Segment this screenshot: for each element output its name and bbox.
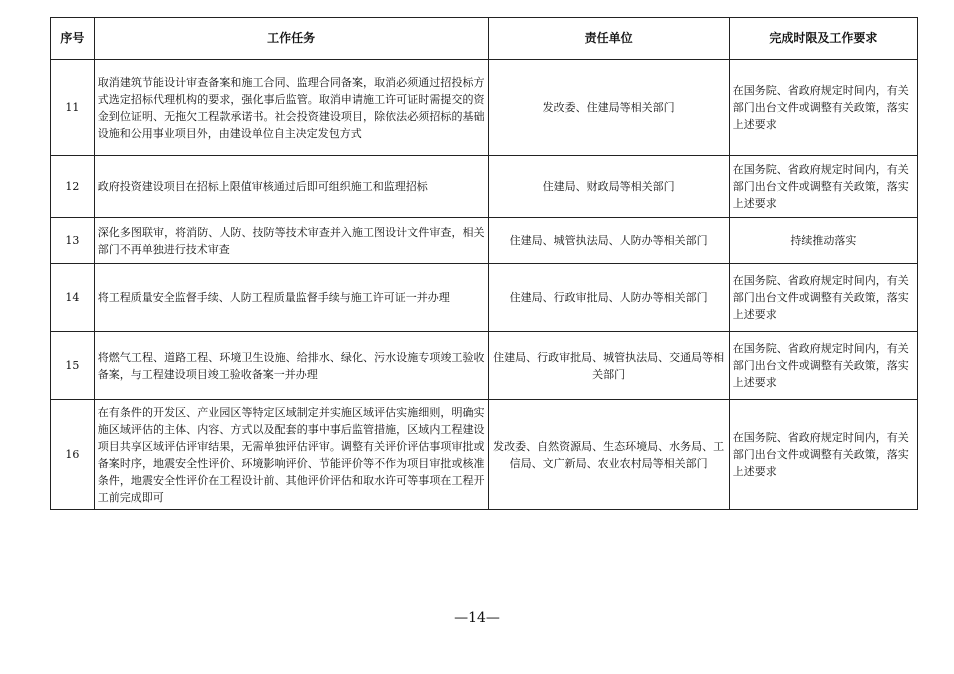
- row-req: 持续推动落实: [729, 218, 917, 264]
- row-task: 深化多图联审，将消防、人防、技防等技术审查并入施工图设计文件审查，相关部门不再单独进行技术审查: [94, 218, 488, 264]
- row-req: 在国务院、省政府规定时间内，有关部门出台文件或调整有关政策，落实上述要求: [729, 400, 917, 510]
- table-row: [51, 60, 918, 156]
- row-num: 11: [51, 60, 95, 156]
- row-num: 12: [51, 156, 95, 218]
- row-task: 在有条件的开发区、产业园区等特定区域制定并实施区域评估实施细则，明确实施区域评估的主体、内容、方式以及配套的事中事后监管措施，区域内工程建设项目共享区域评估评审结果，无需单独评估评审。调整有关评价评估事项审批或备案时序，地震安全性评价、环境影响评价、节能评价等不作为项目审批或核准条件，地震安全性评价在工程设计前、其他评价评估和取水许可等事项在工程开工前完成即可: [94, 400, 488, 510]
- row-task: 政府投资建设项目在招标上限值审核通过后即可组织施工和监理招标: [94, 156, 488, 218]
- row-unit: 住建局、城管执法局、人防办等相关部门: [488, 218, 729, 264]
- page-number: —14—: [454, 610, 500, 626]
- row-unit: 住建局、财政局等相关部门: [488, 156, 729, 218]
- row-req: 在国务院、省政府规定时间内，有关部门出台文件或调整有关政策，落实上述要求: [729, 332, 917, 400]
- row-unit: 发改委、住建局等相关部门: [488, 60, 729, 156]
- task-table: [50, 17, 918, 510]
- row-num: 13: [51, 218, 95, 264]
- header-task: 工作任务: [94, 18, 488, 60]
- row-num: 16: [51, 400, 95, 510]
- row-task: 取消建筑节能设计审查备案和施工合同、监理合同备案，取消必须通过招投标方式选定招标代理机构的要求，强化事后监管。取消申请施工许可证时需提交的资金到位证明、无拖欠工程款承诺书。社会投资建设项目，除依法必须招标的基础设施和公用事业项目外，由建设单位自主决定发包方式: [94, 60, 488, 156]
- header-req: 完成时限及工作要求: [729, 18, 917, 60]
- table-row: [51, 218, 918, 264]
- row-unit: 发改委、自然资源局、生态环境局、水务局、工信局、文广新局、农业农村局等相关部门: [488, 400, 729, 510]
- row-req: 在国务院、省政府规定时间内，有关部门出台文件或调整有关政策，落实上述要求: [729, 264, 917, 332]
- header-num: 序号: [51, 18, 95, 60]
- row-unit: 住建局、行政审批局、人防办等相关部门: [488, 264, 729, 332]
- table-row: [51, 332, 918, 400]
- row-num: 14: [51, 264, 95, 332]
- row-req: 在国务院、省政府规定时间内，有关部门出台文件或调整有关政策，落实上述要求: [729, 156, 917, 218]
- row-num: 15: [51, 332, 95, 400]
- row-task: 将燃气工程、道路工程、环境卫生设施、给排水、绿化、污水设施专项竣工验收备案，与工程建设项目竣工验收备案一并办理: [94, 332, 488, 400]
- header-unit: 责任单位: [488, 18, 729, 60]
- table-header-row: [51, 18, 918, 60]
- row-unit: 住建局、行政审批局、城管执法局、交通局等相关部门: [488, 332, 729, 400]
- table-row: [51, 264, 918, 332]
- table-row: [51, 156, 918, 218]
- row-req: 在国务院、省政府规定时间内，有关部门出台文件或调整有关政策，落实上述要求: [729, 60, 917, 156]
- table-row: [51, 400, 918, 510]
- row-task: 将工程质量安全监督手续、人防工程质量监督手续与施工许可证一并办理: [94, 264, 488, 332]
